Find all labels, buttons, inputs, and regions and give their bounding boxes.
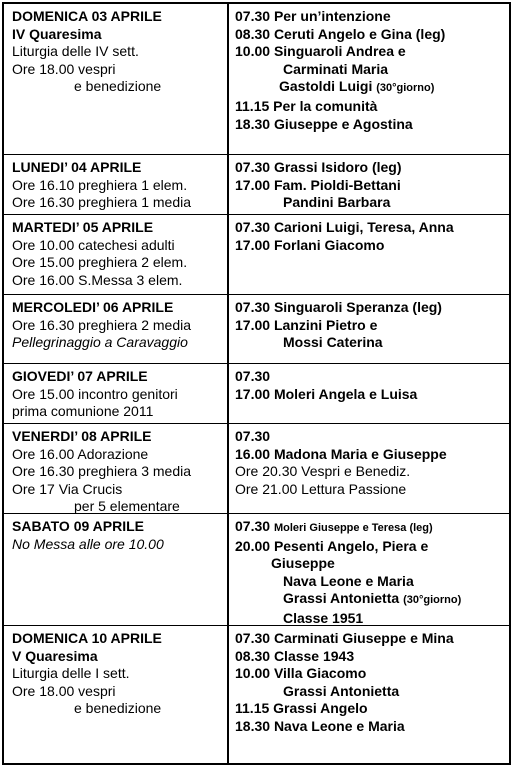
event-line: e benedizione (74, 700, 162, 717)
mass-intentions-column (235, 8, 507, 133)
mass-time: 18.30 (235, 115, 274, 132)
event-line: Liturgia delle IV sett. (12, 43, 139, 60)
mass-time: 17.00 (235, 385, 274, 402)
intention-text: Mossi Caterina (283, 334, 383, 351)
day-heading: VENERDI’ 08 APRILE (12, 428, 152, 444)
day-row (4, 215, 509, 295)
mass-intention-line (235, 368, 507, 386)
event-line: V Quaresima (12, 647, 98, 664)
intention-text: Per un’intenzione (273, 8, 391, 24)
intention-text: Grassi Angelo (273, 700, 368, 717)
intention-text: Giuseppe e Agostina (273, 115, 413, 132)
event-line: Ore 16.10 preghiera 1 elem. (12, 176, 188, 193)
day-row (4, 626, 509, 763)
intention-text: Carminati Maria (283, 60, 389, 77)
intention-text: Fam. Pioldi-Bettani (273, 176, 401, 193)
intention-text: Ore 21.00 Lettura Passione (235, 480, 407, 497)
mass-time: 08.30 (235, 25, 274, 42)
mass-time: 08.30 (235, 647, 274, 664)
mass-intention-line (235, 718, 507, 736)
intention-text: Grassi Antonietta (30°giorno) (283, 590, 462, 607)
day-events-column (12, 299, 224, 352)
event-line: No Messa alle ore 10.00 (12, 535, 164, 552)
mass-time: 07.30 (235, 159, 274, 175)
event-line: Ore 10.00 catechesi adulti (12, 236, 175, 253)
intention-text: Giuseppe (271, 555, 335, 572)
mass-time: 07.30 (235, 219, 274, 235)
mass-intention-line (235, 159, 507, 177)
day-heading: MERCOLEDI’ 06 APRILE (12, 299, 174, 315)
day-events-column (12, 630, 224, 718)
mass-intentions-column (235, 428, 507, 498)
intention-text: Carminati Giuseppe e Mina (273, 630, 454, 646)
day-events-column (12, 518, 224, 553)
day-heading: SABATO 09 APRILE (12, 518, 144, 534)
intention-text: Lanzini Pietro e (273, 316, 378, 333)
mass-intention-line (235, 428, 507, 446)
intention-note: (30°giorno) (376, 82, 435, 95)
mass-intention-line (235, 8, 507, 26)
day-row (4, 4, 509, 155)
mass-intention-line (235, 630, 507, 648)
intention-text: Gastoldi Luigi (30°giorno) (279, 78, 435, 95)
day-events-column (12, 219, 224, 289)
column-divider (227, 626, 229, 763)
mass-time: 20.00 (235, 537, 274, 554)
mass-intentions-column (235, 219, 507, 254)
mass-time: 18.30 (235, 717, 274, 734)
day-heading: GIOVEDI’ 07 APRILE (12, 368, 148, 384)
mass-intention-line (235, 237, 507, 255)
event-line: e benedizione (74, 78, 162, 95)
day-row (4, 155, 509, 215)
intention-text: Classe 1951 (283, 609, 364, 626)
event-line: Ore 16.00 Adorazione (12, 445, 149, 462)
intention-text: Classe 1943 (273, 647, 355, 664)
intention-text: Pandini Barbara (283, 194, 391, 211)
intention-text: Carioni Luigi, Teresa, Anna (273, 219, 454, 235)
day-row (4, 295, 509, 364)
mass-intention-line (235, 386, 507, 404)
mass-time: 16.00 (235, 445, 274, 462)
mass-intention-line (235, 665, 507, 683)
event-line: prima comunione 2011 (12, 403, 154, 420)
mass-intention-line (235, 463, 507, 481)
mass-intention-line (235, 78, 507, 98)
mass-intention-line (235, 219, 507, 237)
mass-intention-line (235, 610, 507, 628)
mass-intentions-column (235, 518, 507, 628)
intention-text: Singuaroli Speranza (leg) (273, 299, 442, 315)
event-line: Ore 16.00 S.Messa 3 elem. (12, 271, 183, 288)
mass-intention-line (235, 61, 507, 79)
mass-time: 17.00 (235, 236, 274, 253)
intention-text: Ceruti Angelo e Gina (leg) (273, 25, 446, 42)
event-line: Ore 16.30 preghiera 3 media (12, 463, 191, 480)
mass-intention-line (235, 334, 507, 352)
event-line: Liturgia delle I sett. (12, 665, 130, 682)
mass-intention-line (235, 299, 507, 317)
column-divider (227, 364, 229, 423)
event-line: Ore 18.00 vespri (12, 60, 116, 77)
mass-time: 07.30 (235, 8, 274, 24)
mass-intention-line (235, 700, 507, 718)
mass-intention-line (235, 648, 507, 666)
intention-text: Per la comunità (273, 97, 378, 114)
day-heading: DOMENICA 03 APRILE (12, 8, 162, 24)
mass-intention-line (235, 194, 507, 212)
event-line: per 5 elementare (74, 498, 180, 515)
mass-intention-line (235, 538, 507, 556)
mass-intention-line (235, 683, 507, 701)
day-heading: DOMENICA 10 APRILE (12, 630, 162, 646)
event-line: Ore 16.30 preghiera 2 media (12, 316, 191, 333)
day-events-column (12, 8, 224, 96)
mass-intention-line (235, 98, 507, 116)
mass-intentions-column (235, 368, 507, 403)
mass-intentions-column (235, 299, 507, 352)
intention-note: (30°giorno) (403, 594, 462, 607)
mass-time: 11.15 (235, 97, 274, 114)
mass-time: 17.00 (235, 176, 274, 193)
intention-text: Grassi Isidoro (leg) (273, 159, 402, 175)
column-divider (227, 4, 229, 154)
mass-time: 07.30 (235, 299, 274, 315)
mass-intention-line (235, 590, 507, 610)
mass-intention-line (235, 518, 507, 538)
mass-time: 07.30 (235, 428, 271, 444)
intention-text: Moleri Angela e Luisa (273, 385, 418, 402)
intention-text: Singuaroli Andrea e (273, 43, 406, 60)
event-line: Ore 15.00 preghiera 2 elem. (12, 254, 188, 271)
column-divider (227, 514, 229, 625)
intention-text: Forlani Giacomo (273, 236, 385, 253)
mass-intention-line (235, 177, 507, 195)
day-row (4, 424, 509, 514)
mass-intention-line (235, 446, 507, 464)
intention-text: Madona Maria e Giuseppe (273, 445, 447, 462)
mass-intention-line (235, 43, 507, 61)
mass-time: 10.00 (235, 665, 274, 682)
column-divider (227, 424, 229, 513)
mass-time: 10.00 (235, 43, 274, 60)
mass-intention-line (235, 555, 507, 573)
event-line: Ore 18.00 vespri (12, 682, 116, 699)
mass-intention-line (235, 116, 507, 134)
event-line: Ore 16.30 preghiera 1 media (12, 194, 191, 211)
mass-intention-line (235, 573, 507, 591)
event-line: Ore 15.00 incontro genitori (12, 385, 178, 402)
mass-intentions-column (235, 630, 507, 736)
event-line: Pellegrinaggio a Caravaggio (12, 334, 188, 351)
intention-text: Moleri Giuseppe e Teresa (leg) (273, 522, 433, 534)
column-divider (227, 295, 229, 363)
mass-time: 07.30 (235, 368, 271, 384)
mass-intention-line (235, 317, 507, 335)
day-events-column (12, 428, 224, 516)
day-events-column (12, 368, 224, 421)
day-events-column (12, 159, 224, 212)
intention-text: Villa Giacomo (273, 665, 367, 682)
day-heading: LUNEDI’ 04 APRILE (12, 159, 142, 175)
day-row (4, 514, 509, 626)
column-divider (227, 215, 229, 294)
intention-text: Ore 20.30 Vespri e Benediz. (235, 463, 411, 480)
intention-text: Pesenti Angelo, Piera e (273, 537, 429, 554)
mass-intention-line (235, 26, 507, 44)
intention-text: Nava Leone e Maria (273, 717, 405, 734)
mass-intentions-column (235, 159, 507, 212)
mass-time: 11.15 (235, 700, 274, 717)
event-line: IV Quaresima (12, 25, 102, 42)
event-line: Ore 17 Via Crucis (12, 480, 123, 497)
mass-time: 07.30 (235, 630, 274, 646)
day-heading: MARTEDI’ 05 APRILE (12, 219, 154, 235)
weekly-mass-schedule (2, 2, 511, 765)
mass-intention-line (235, 481, 507, 499)
mass-time: 17.00 (235, 316, 274, 333)
column-divider (227, 155, 229, 214)
mass-time: 07.30 (235, 518, 274, 534)
intention-text: Nava Leone e Maria (283, 572, 414, 589)
day-row (4, 364, 509, 424)
intention-text: Grassi Antonietta (283, 682, 400, 699)
